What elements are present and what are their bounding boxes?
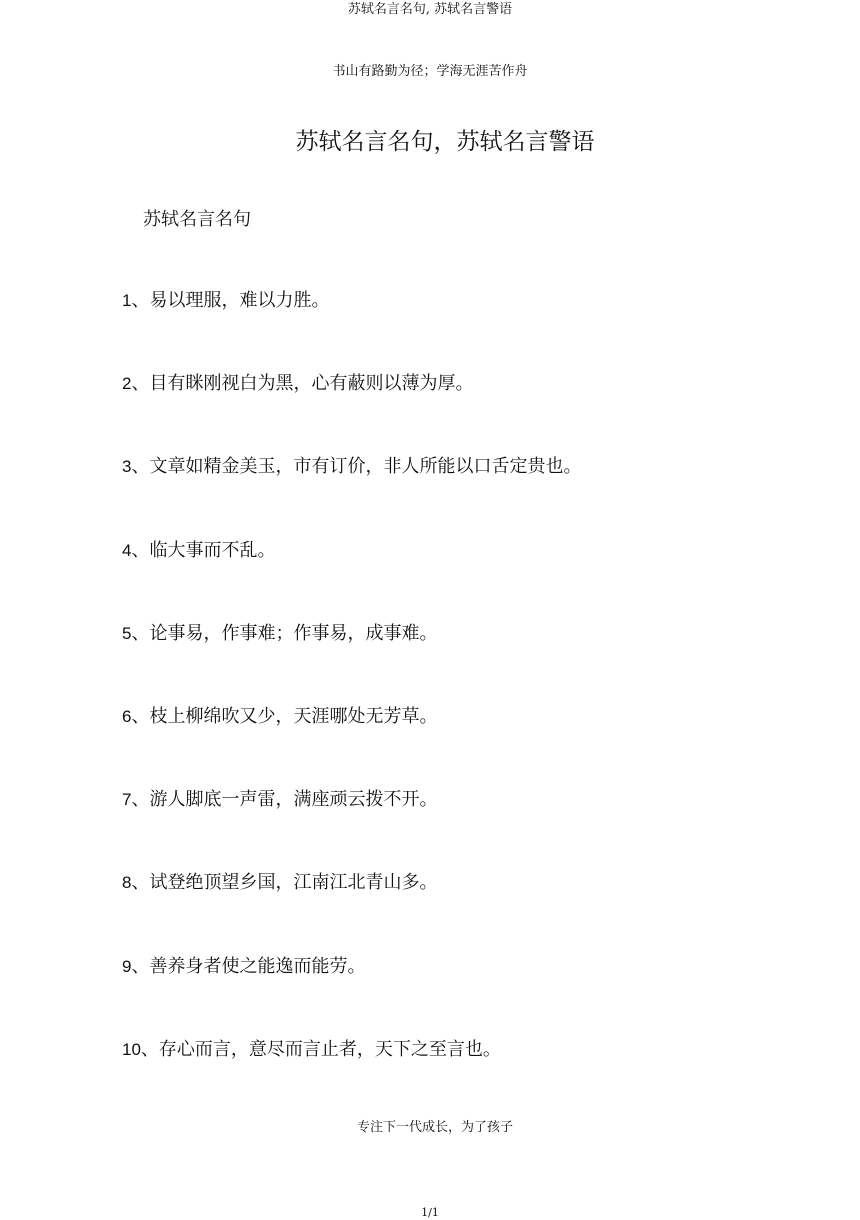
quote-number: 5 bbox=[122, 623, 132, 643]
document-title: 苏轼名言名句，苏轼名言警语 bbox=[295, 129, 595, 155]
quote-separator: 、 bbox=[131, 955, 150, 977]
quote-text: 论事易，作事难；作事易，成事难。 bbox=[149, 622, 438, 644]
section-heading: 苏轼名言名句 bbox=[143, 209, 251, 230]
quote-number: 10 bbox=[122, 1039, 141, 1059]
quote-text: 游人脚底一声雷，满座顽云拨不开。 bbox=[149, 789, 438, 811]
quote-number: 1 bbox=[122, 291, 132, 310]
page-number: 1/1 bbox=[421, 1206, 439, 1219]
quote-text: 枝上柳绵吹又少，天涯哪处无芳草。 bbox=[149, 705, 438, 727]
quote-item bbox=[122, 703, 581, 786]
quote-separator: 、 bbox=[131, 290, 150, 311]
quote-item bbox=[122, 1036, 581, 1119]
quote-separator: 、 bbox=[131, 705, 150, 727]
quote-number: 8 bbox=[122, 873, 132, 893]
quote-item bbox=[122, 869, 581, 952]
quote-item bbox=[122, 537, 581, 620]
quote-item bbox=[122, 370, 581, 453]
quote-text: 文章如精金美玉，市有订价，非人所能以口舌定贵也。 bbox=[149, 456, 582, 478]
quote-number: 2 bbox=[122, 374, 132, 394]
quote-number: 6 bbox=[122, 706, 132, 726]
quote-number: 9 bbox=[122, 956, 132, 976]
quote-text: 临大事而不乱。 bbox=[149, 539, 276, 561]
quote-text: 存心而言，意尽而言止者，天下之至言也。 bbox=[158, 1038, 501, 1060]
quote-text: 试登绝顶望乡国，江南江北青山多。 bbox=[149, 872, 438, 894]
quote-text: 易以理服，难以力胜。 bbox=[149, 290, 330, 311]
quote-item bbox=[122, 953, 581, 1036]
quote-text: 目有眯刚视白为黑，心有蔽则以薄为厚。 bbox=[149, 373, 474, 395]
quote-separator: 、 bbox=[131, 872, 150, 894]
quote-separator: 、 bbox=[140, 1038, 159, 1060]
quote-separator: 、 bbox=[131, 539, 150, 561]
quote-text: 善养身者使之能逸而能劳。 bbox=[149, 955, 366, 977]
footer-slogan: 专注下一代成长，为了孩子 bbox=[356, 1120, 513, 1135]
quote-item bbox=[122, 453, 581, 536]
quote-list bbox=[122, 287, 581, 1119]
running-header: 苏轼名言名句, 苏轼名言警语 bbox=[347, 2, 513, 17]
quote-separator: 、 bbox=[131, 456, 150, 478]
quote-item bbox=[122, 287, 581, 370]
quote-separator: 、 bbox=[131, 789, 150, 811]
quote-number: 7 bbox=[122, 790, 132, 810]
quote-separator: 、 bbox=[131, 622, 150, 644]
quote-separator: 、 bbox=[131, 373, 150, 395]
motto: 书山有路勤为径；学海无涯苦作舟 bbox=[332, 64, 528, 79]
quote-item bbox=[122, 786, 581, 869]
quote-number: 3 bbox=[122, 457, 132, 477]
quote-item bbox=[122, 620, 581, 703]
quote-number: 4 bbox=[122, 540, 132, 560]
